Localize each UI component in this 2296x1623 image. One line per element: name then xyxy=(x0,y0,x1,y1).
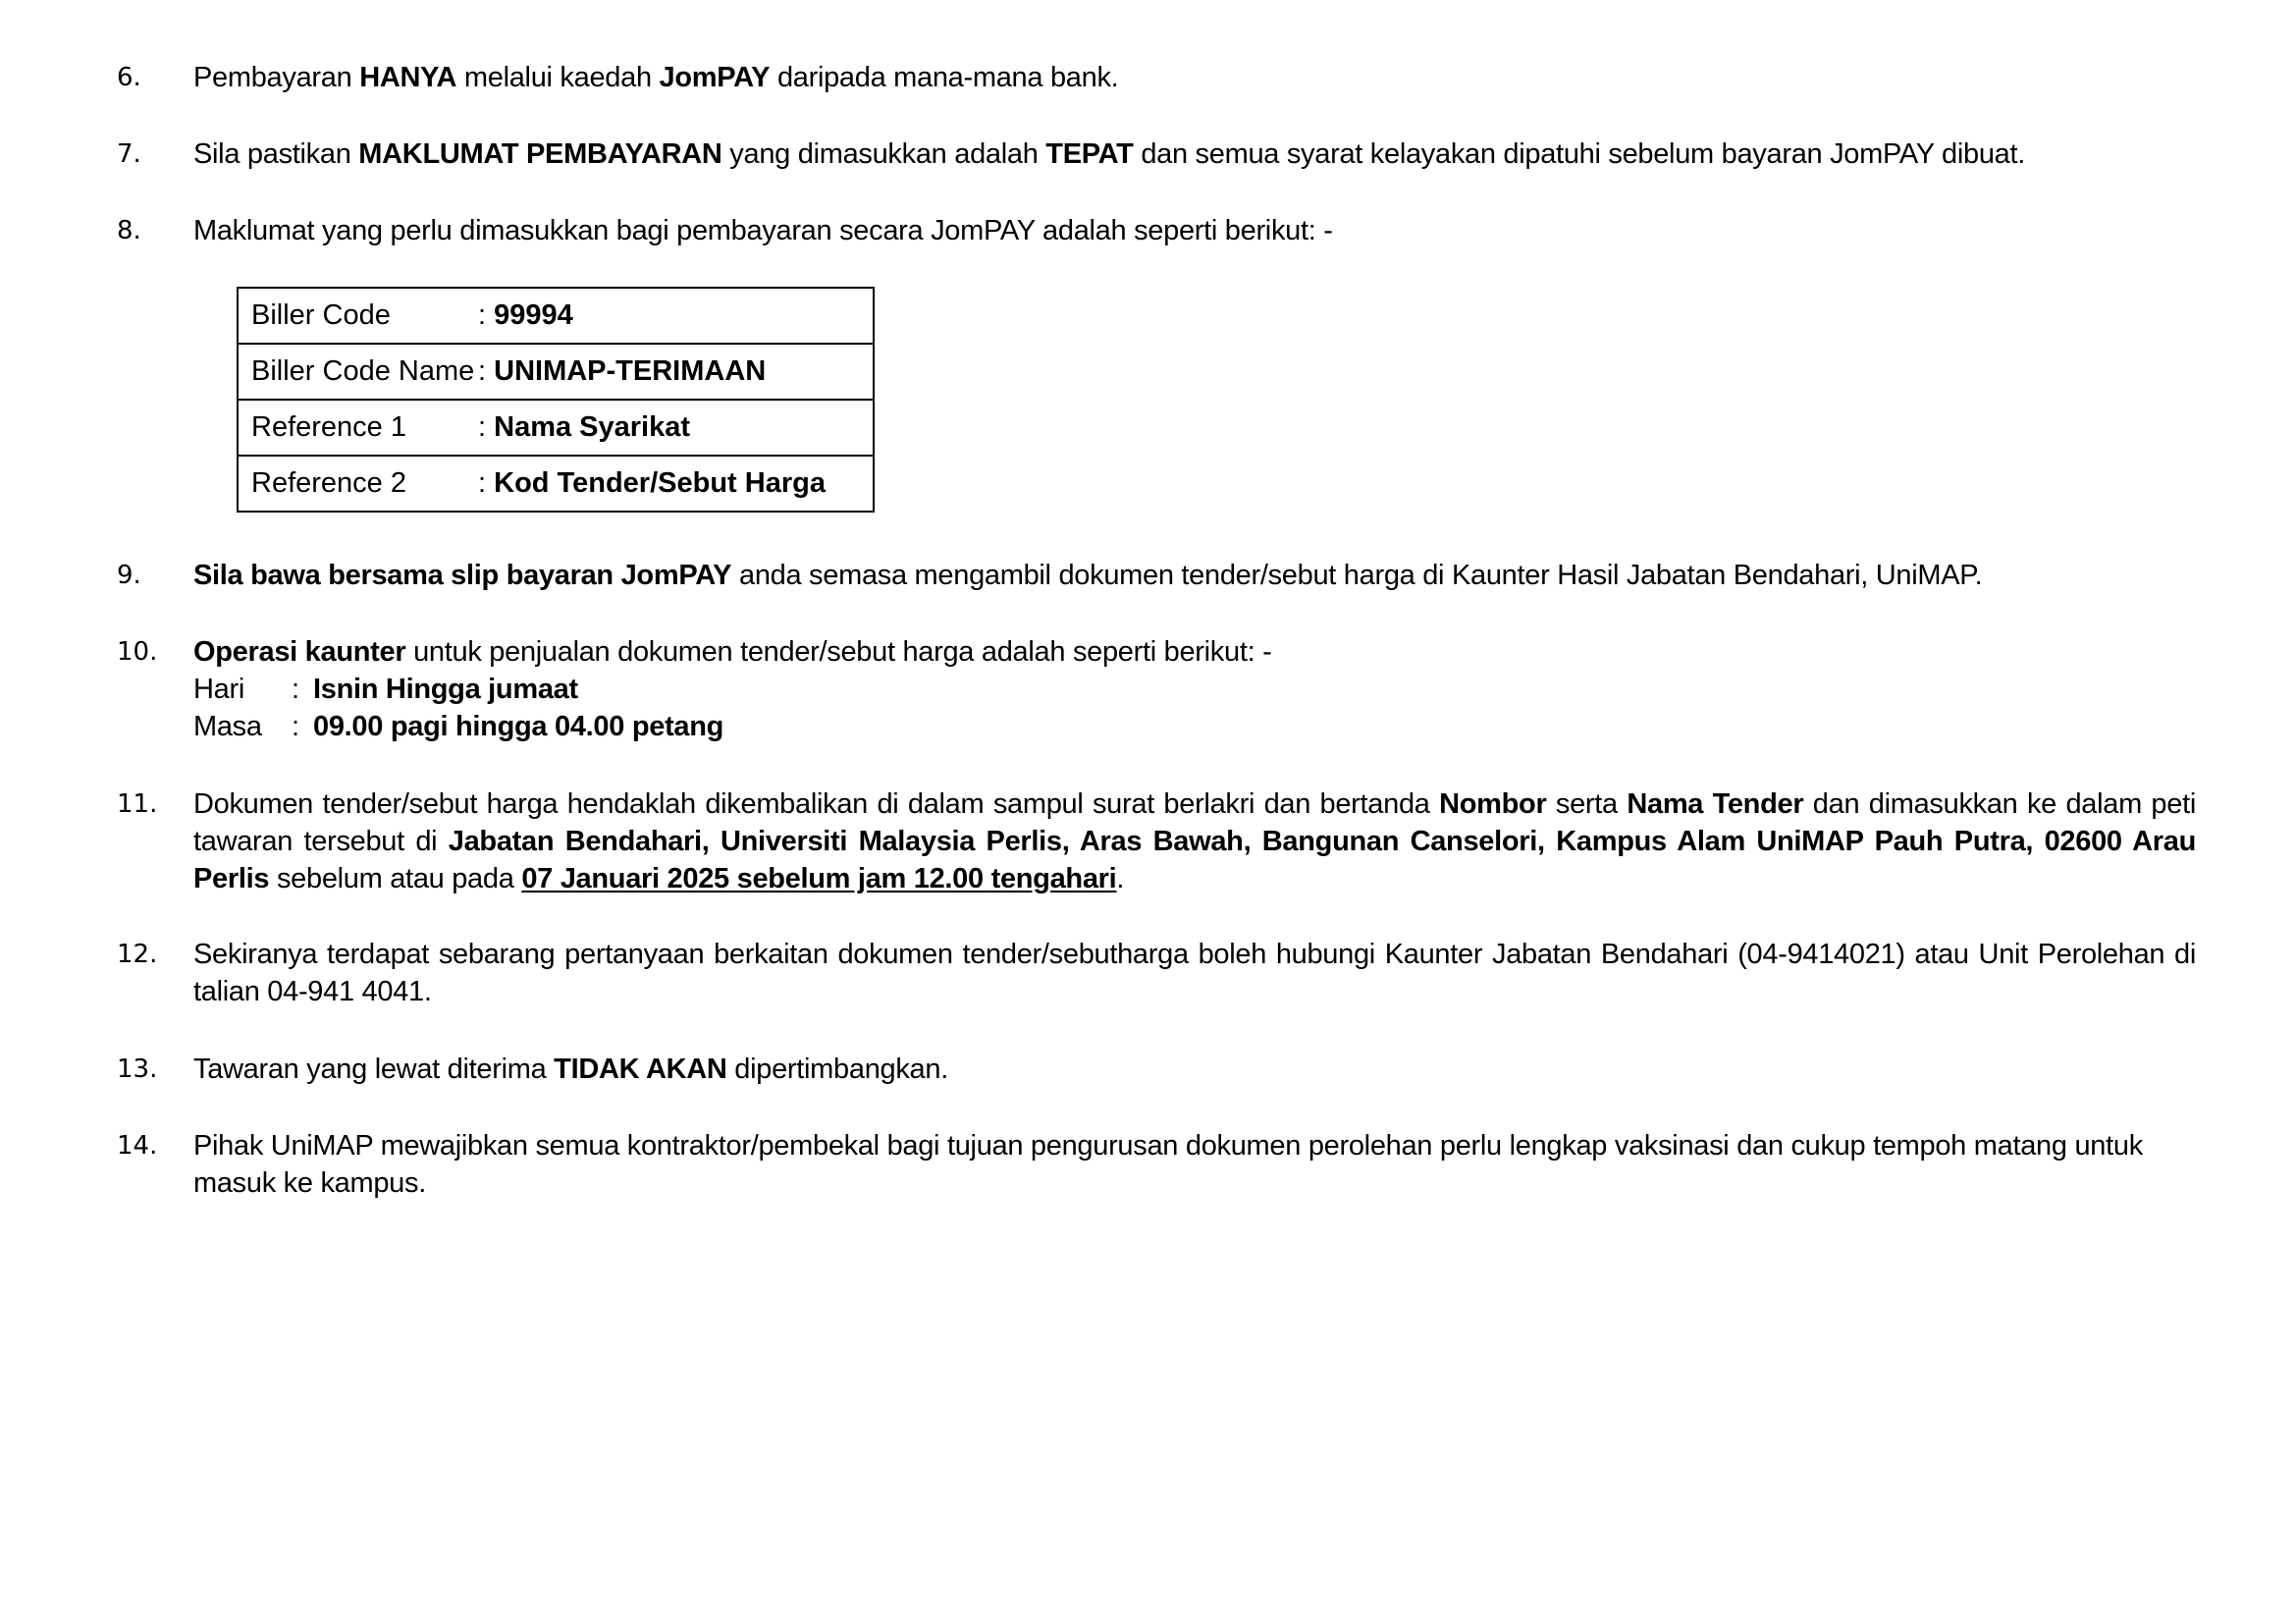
item-text: Sila bawa bersama slip bayaran JomPAY anda semasa mengambil dokumen tender/sebut harga di Kaunter Hasil Jabatan Bendahari, UniMAP. xyxy=(193,560,1983,591)
table-row: Biller Code Name : UNIMAP-TERIMAAN xyxy=(238,344,874,400)
item-text: Pihak UniMAP mewajibkan semua kontraktor/pembekal bagi tujuan pengurusan dokumen perolehan perlu lengkap vaksinasi dan cukup tempoh matang untuk masuk ke kampus. xyxy=(193,1130,2143,1199)
field-value: Kod Tender/Sebut Harga xyxy=(494,467,826,499)
item-number: 14. xyxy=(117,1131,158,1161)
field-label: Biller Code Name xyxy=(251,355,475,387)
hours-row: Masa : 09.00 pagi hingga 04.00 petang xyxy=(193,711,724,742)
deadline: 07 Januari 2025 sebelum jam 12.00 tengahari xyxy=(521,863,1117,894)
counter-hours xyxy=(193,671,2196,745)
item-text: Operasi kaunter untuk penjualan dokumen tender/sebut harga adalah seperti berikut: - Hari : Isnin Hingga jumaat Masa : 09.00 pagi hingga 04.00 petang xyxy=(193,633,2196,745)
item-number: 8. xyxy=(117,216,141,245)
item-number: 12. xyxy=(117,940,158,969)
field-label: Biller Code xyxy=(251,299,391,331)
item-number: 6. xyxy=(117,63,141,92)
item-text: Dokumen tender/sebut harga hendaklah dikembalikan di dalam sampul surat berlakri dan bertanda Nombor serta Nama Tender dan dimasukkan ke dalam peti tawaran tersebut di Jabatan Bendahari, Universiti Malaysia Perlis, Aras Bawah, Bangunan Canselori, Kampus Alam UniMAP Pauh Putra, 02600 Arau Perlis sebelum atau pada 07 Januari 2025 sebelum jam 12.00 tengahari. xyxy=(193,788,2196,894)
item-number: 7. xyxy=(117,139,141,169)
item-text: Maklumat yang perlu dimasukkan bagi pembayaran secara JomPAY adalah seperti berikut: - xyxy=(193,215,1333,246)
table-row: Reference 2 : Kod Tender/Sebut Harga xyxy=(238,456,874,512)
table-row: Biller Code : 99994 xyxy=(238,288,874,344)
item-number: 13. xyxy=(117,1055,158,1084)
item-number: 9. xyxy=(117,561,141,590)
jompay-info-table xyxy=(237,287,875,513)
item-text: Sila pastikan MAKLUMAT PEMBAYARAN yang dimasukkan adalah TEPAT dan semua syarat kelayakan dipatuhi sebelum bayaran JomPAY dibuat. xyxy=(193,138,2026,170)
item-text: Pembayaran HANYA melalui kaedah JomPAY daripada mana-mana bank. xyxy=(193,62,1119,93)
field-label: Reference 1 xyxy=(251,411,406,443)
hours-row: Hari : Isnin Hingga jumaat xyxy=(193,674,578,705)
item-text: Sekiranya terdapat sebarang pertanyaan berkaitan dokumen tender/sebutharga boleh hubungi Kaunter Jabatan Bendahari (04-9414021) atau Unit Perolehan di talian 04-941 4041. xyxy=(193,939,2196,1007)
field-value: UNIMAP-TERIMAAN xyxy=(494,355,767,387)
item-number: 11. xyxy=(117,789,158,819)
field-value: 99994 xyxy=(494,299,573,331)
field-value: Nama Syarikat xyxy=(494,411,691,443)
table-row: Reference 1 : Nama Syarikat xyxy=(238,400,874,456)
item-text: Tawaran yang lewat diterima TIDAK AKAN dipertimbangkan. xyxy=(193,1054,948,1085)
field-label: Reference 2 xyxy=(251,467,406,499)
item-number: 10. xyxy=(117,637,158,667)
